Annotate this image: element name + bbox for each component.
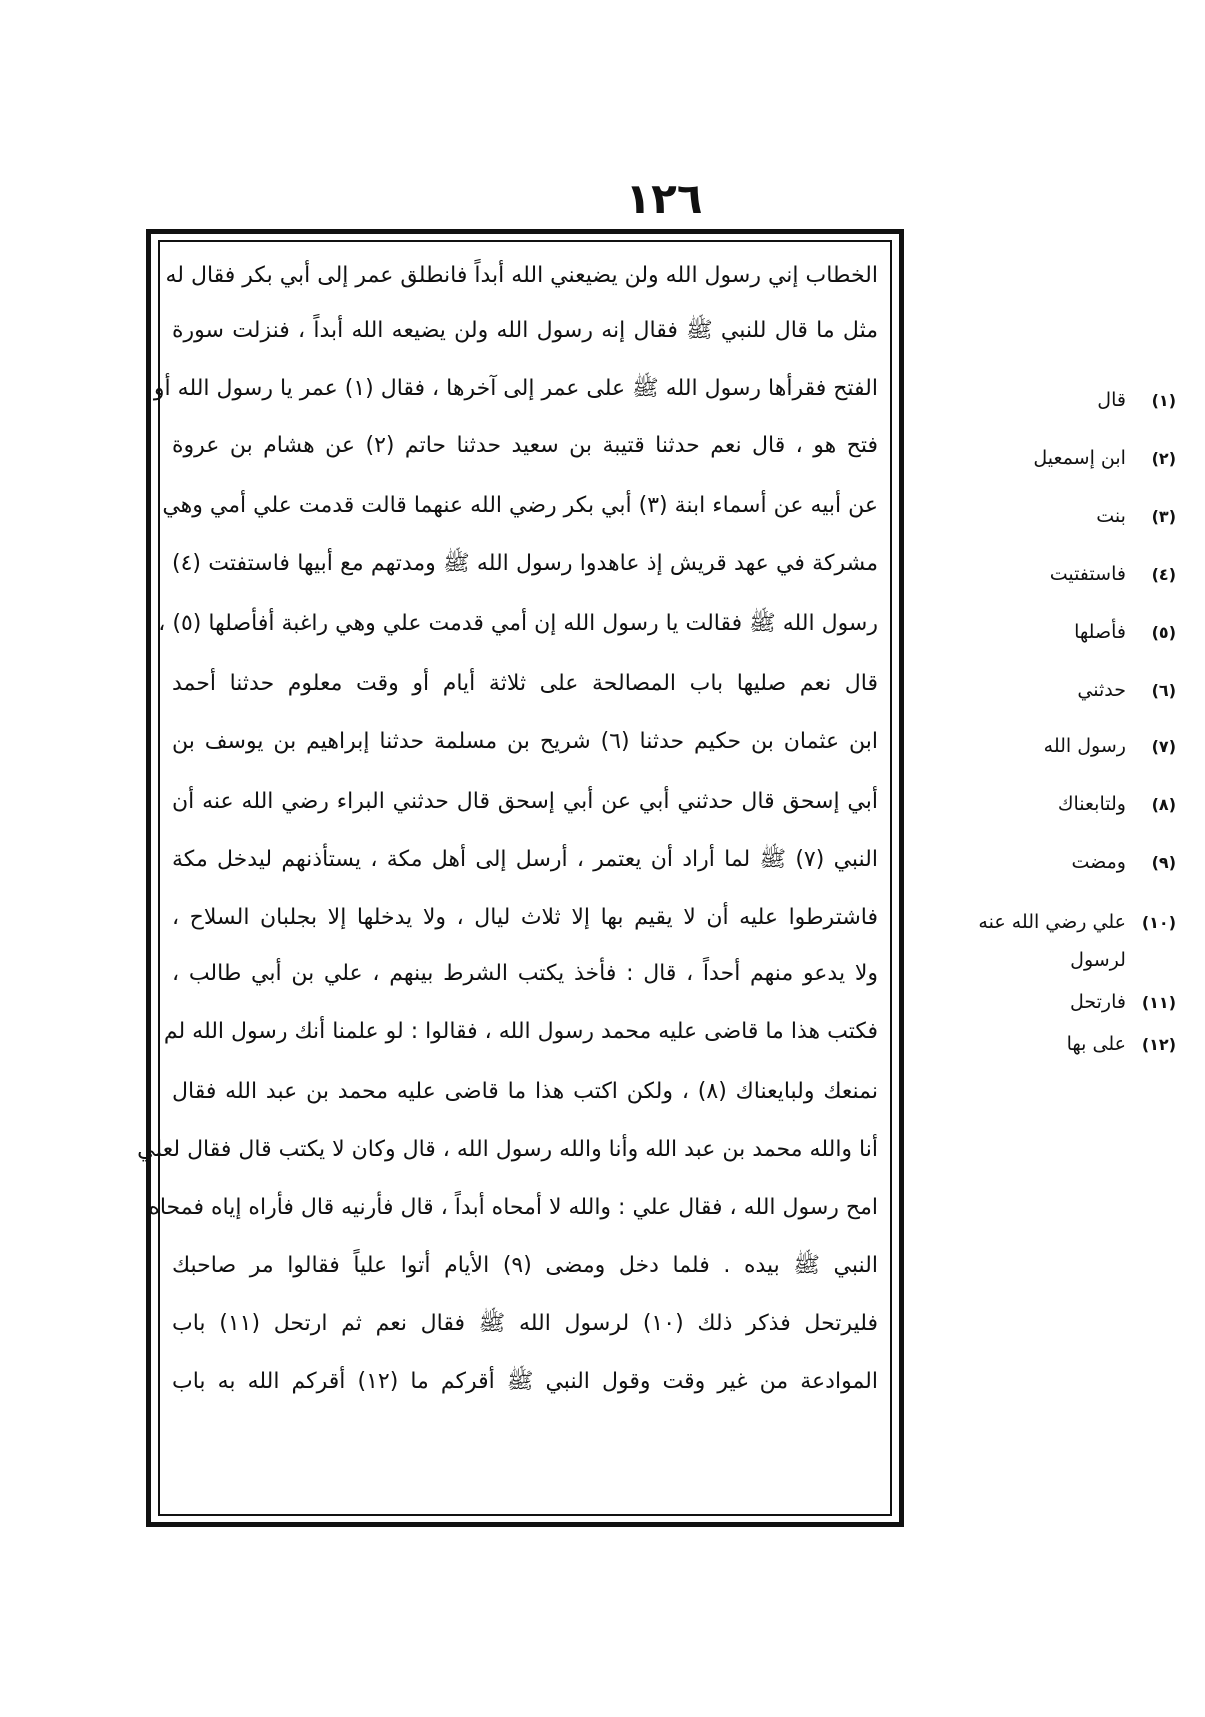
margin-note: (٤) فاستفتيت <box>1049 563 1176 585</box>
page-number: ١٢٦ <box>625 174 703 223</box>
margin-note: (١٠) علي رضي الله عنه <box>978 911 1176 933</box>
text-line: فاشترطوا عليه أن لا يقيم بها إلا ثلاث ليال ، ولا يدخلها إلا بجلبان السلاح ، <box>172 905 878 930</box>
main-text <box>137 248 886 1510</box>
margin-note: (٥) فأصلها <box>1074 621 1176 643</box>
margin-note: (٧) رسول الله <box>1043 735 1176 757</box>
text-line: الموادعة من غير وقت وقول النبي ﷺ أقركم ما (١٢) أقركم الله به باب <box>172 1369 878 1394</box>
text-line: الفتح فقرأها رسول الله ﷺ على عمر إلى آخرها ، فقال (١) عمر يا رسول الله أو <box>153 376 878 401</box>
text-line: امح رسول الله ، فقال علي : والله لا أمحاه أبداً ، قال فأرنيه قال فأراه إياه فمحاه <box>148 1195 878 1220</box>
text-line: عن أبيه عن أسماء ابنة (٣) أبي بكر رضي الله عنهما قالت قدمت علي أمي وهي <box>162 493 878 518</box>
margin-note: لرسول <box>1070 949 1126 971</box>
margin-note: (١١) فارتحل <box>1069 991 1176 1013</box>
text-line: ولا يدعو منهم أحداً ، قال : فأخذ يكتب الشرط بينهم ، علي بن أبي طالب ، <box>172 961 878 986</box>
margin-note: (١) قال <box>1097 389 1176 411</box>
margin-note: (٢) ابن إسمعيل <box>1033 447 1176 469</box>
text-line: الخطاب إني رسول الله ولن يضيعني الله أبداً فانطلق عمر إلى أبي بكر فقال له <box>165 263 878 288</box>
text-line: فليرتحل فذكر ذلك (١٠) لرسول الله ﷺ فقال نعم ثم ارتحل (١١) باب <box>172 1311 878 1336</box>
text-line: نمنعك ولبايعناك (٨) ، ولكن اكتب هذا ما قاضى عليه محمد بن عبد الله فقال <box>172 1079 878 1104</box>
text-line: أبي إسحق قال حدثني أبي عن أبي إسحق قال حدثني البراء رضي الله عنه أن <box>172 789 878 814</box>
margin-note: (٣) بنت <box>1096 505 1176 527</box>
margin-notes <box>906 380 1176 1180</box>
text-line: رسول الله ﷺ فقالت يا رسول الله إن أمي قدمت علي وهي راغبة أفأصلها (٥) ، <box>158 611 878 636</box>
text-line: مشركة في عهد قريش إذ عاهدوا رسول الله ﷺ ومدتهم مع أبيها فاستفتت (٤) <box>172 551 878 576</box>
text-line: أنا والله محمد بن عبد الله وأنا والله رسول الله ، قال وكان لا يكتب قال فقال لعلي <box>137 1137 878 1162</box>
margin-note: (٨) ولتابعناك <box>1057 793 1176 815</box>
text-line: فكتب هذا ما قاضى عليه محمد رسول الله ، فقالوا : لو علمنا أنك رسول الله لم <box>163 1019 878 1044</box>
margin-note: (١٢) على بها <box>1066 1033 1176 1055</box>
margin-note: (٩) ومضت <box>1071 851 1176 873</box>
text-line: ابن عثمان بن حكيم حدثنا (٦) شريح بن مسلمة حدثنا إبراهيم بن يوسف بن <box>172 729 878 754</box>
margin-note: (٦) حدثني <box>1077 679 1176 701</box>
text-line: فتح هو ، قال نعم حدثنا قتيبة بن سعيد حدثنا حاتم (٢) عن هشام بن عروة <box>172 433 878 458</box>
text-line: النبي ﷺ بيده . فلما دخل ومضى (٩) الأيام أتوا علياً فقالوا مر صاحبك <box>172 1253 878 1278</box>
text-line: قال نعم صليها باب المصالحة على ثلاثة أيام أو وقت معلوم حدثنا أحمد <box>172 671 878 696</box>
text-line: النبي (٧) ﷺ لما أراد أن يعتمر ، أرسل إلى أهل مكة ، يستأذنهم ليدخل مكة <box>172 847 878 872</box>
text-line: مثل ما قال للنبي ﷺ فقال إنه رسول الله ولن يضيعه الله أبداً ، فنزلت سورة <box>172 318 878 343</box>
